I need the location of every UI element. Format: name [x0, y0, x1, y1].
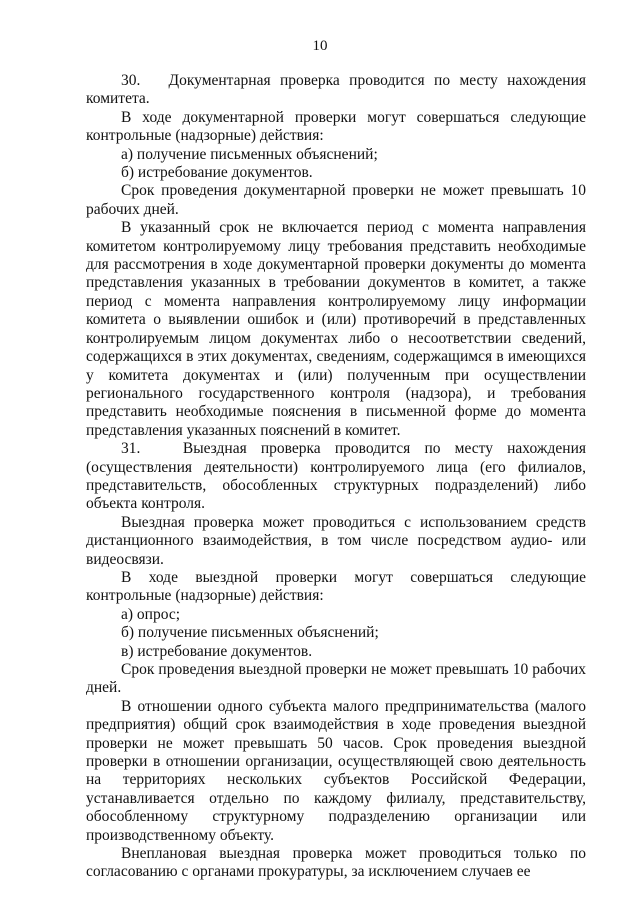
- list-item-doc-b: б) истребование документов.: [121, 164, 313, 182]
- paragraph-field-term: Срок проведения выездной проверки не может превышать 10 рабочих дней.: [86, 661, 586, 697]
- document-body: [86, 72, 586, 882]
- list-item-doc-a: а) получение письменных объяснений;: [121, 145, 378, 163]
- paragraph-doc-term-exclusion: В указанный срок не включается период с момента направления комитетом контролируемому лицу требования представить необходимые для рассмотрения в ходе документарной проверки документы до момента представления указанных в требовании документов в комитет, а также период с момента направления контролируемому лицу информации комитета о выявлении ошибок и (или) противоречий в представленных контролируемым лицом документах либо о несоответствии сведений, содержащихся в этих документах, сведениям, содержащимся в имеющихся у комитета документах и (или) полученным при осуществлении регионального государственного контроля (надзора), и требования представить необходимые пояснения в письменной форме до момента представления указанных пояснений в комитет.: [86, 219, 586, 439]
- list-item-field-a: а) опрос;: [121, 605, 181, 623]
- paragraph-unscheduled-inspection: Внеплановая выездная проверка может проводиться только по согласованию с органами прокуратуры, за исключением случаев ее: [86, 845, 586, 881]
- paragraph-doc-term: Срок проведения документарной проверки не может превышать 10 рабочих дней.: [86, 182, 586, 218]
- paragraph-31: 31. Выездная проверка проводится по месту нахождения (осуществления деятельности) контролируемого лица (его филиалов, представительств, обособленных структурных подразделений) либо объекта контроля.: [86, 440, 586, 513]
- paragraph-remote-inspection: Выездная проверка может проводиться с использованием средств дистанционного взаимодействия, в том числе посредством аудио- или видеосвязи.: [86, 513, 586, 568]
- paragraph-doc-actions-intro: В ходе документарной проверки могут совершаться следующие контрольные (надзорные) действия:: [86, 108, 586, 145]
- paragraph-field-actions-intro: В ходе выездной проверки могут совершаться следующие контрольные (надзорные) действия:: [86, 568, 586, 605]
- paragraph-30: 30. Документарная проверка проводится по месту нахождения комитета.: [86, 72, 586, 108]
- list-item-field-b: б) получение письменных объяснений;: [121, 624, 379, 642]
- paragraph-small-business-term: В отношении одного субъекта малого предпринимательства (малого предприятия) общий срок взаимодействия в ходе проведения выездной проверки не может превышать 50 часов. Срок проведения выездной проверки в отношении организации, осуществляющей свою деятельность на территориях нескольких субъектов Российской Федерации, устанавливается отдельно по каждому филиалу, представительству, обособленному структурному подразделению организации или производственному объекту.: [86, 697, 586, 844]
- list-item-field-c: в) истребование документов.: [121, 642, 313, 660]
- page-number: 10: [312, 38, 328, 54]
